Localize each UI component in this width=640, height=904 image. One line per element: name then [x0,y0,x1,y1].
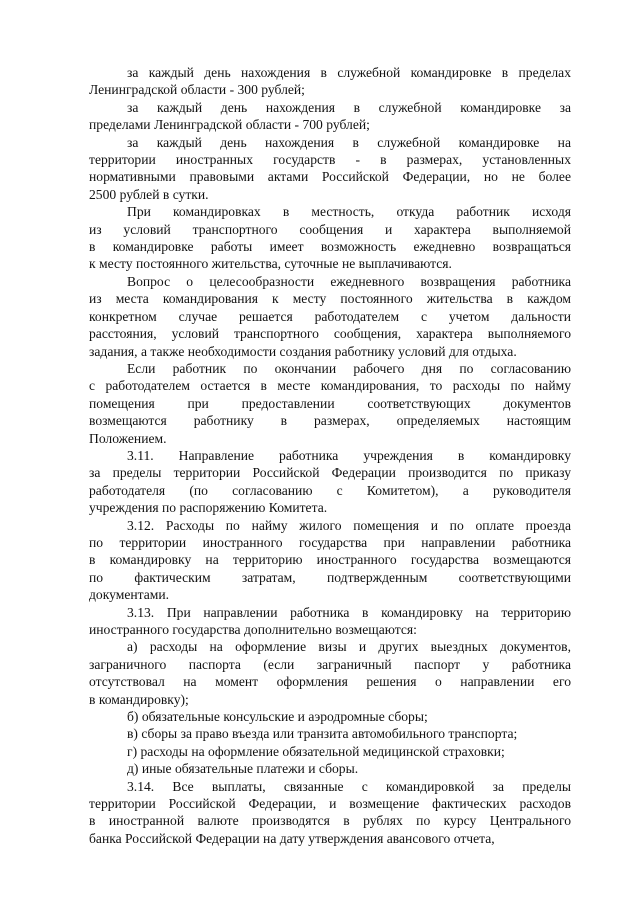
text-line: 3.14. Все выплаты, связанные с командировкой за пределы [127,778,571,794]
text-line: в командировку на территорию иностранного государства возмещаются [89,552,571,568]
text-line: в иностранной валюте производятся в рублях по курсу Центрального [89,813,571,829]
text-line: Положением. [89,430,167,446]
paragraph-p12 [89,725,571,742]
text-line: конкретном случае решается работодателем с учетом дальности [89,308,571,324]
text-line: Ленинградской области - 300 рублей; [89,82,305,98]
paragraph-p11 [89,708,571,725]
text-line: 2500 рублей в сутки. [89,186,209,202]
text-line: При командировках в местность, откуда работник исходя [127,204,571,220]
text-line: Если работник по окончании рабочего дня по согласованию [127,360,571,376]
text-line: заграничного паспорта (если заграничный паспорт у работника [89,656,571,672]
text-line: из места командирования к месту постоянного жительства в каждом [89,291,571,307]
text-line: за каждый день нахождения в служебной командировке на [127,134,571,150]
paragraph-p3 [89,134,571,204]
text-line: по территории иностранного государства при направлении работника [89,534,571,550]
paragraph-p2 [89,99,571,134]
paragraph-p9 [89,604,571,639]
text-line: из условий транспортного сообщения и характера выполняемой [89,221,571,237]
paragraph-p8 [89,517,571,604]
text-line: задания, а также необходимости создания работнику условий для отдыха. [89,343,517,359]
text-line: г) расходы на оформление обязательной медицинской страховки; [127,743,505,759]
text-line: по фактическим затратам, подтвержденным соответствующими [89,569,571,585]
text-line: в командировке работы имеет возможность ежедневно возвращаться [89,239,571,255]
text-line: б) обязательные консульские и аэродромные сборы; [127,709,428,725]
paragraph-p6 [89,360,571,447]
text-line: территории иностранных государств - в размерах, установленных [89,152,571,168]
paragraph-p4 [89,203,571,273]
text-line: документами. [89,587,170,603]
document-page [89,64,571,847]
text-line: д) иные обязательные платежи и сборы. [127,761,359,777]
text-line: нормативными правовыми актами Российской Федерации, но не более [89,169,571,185]
paragraph-p14 [89,760,571,777]
paragraph-p5 [89,273,571,360]
text-line: территории Российской Федерации, и возмещение фактических расходов [89,796,571,812]
paragraph-p10 [89,638,571,708]
paragraph-p1 [89,64,571,99]
text-line: 3.13. При направлении работника в командировку на территорию [127,604,571,620]
text-line: к месту постоянного жительства, суточные не выплачиваются. [89,256,452,272]
paragraph-p7 [89,447,571,517]
text-line: иностранного государства дополнительно возмещаются: [89,622,417,637]
text-line: 3.12. Расходы по найму жилого помещения и по оплате проезда [127,517,571,533]
text-line: возмещаются работнику в размерах, определяемых настоящим [89,413,571,429]
text-line: за каждый день нахождения в служебной командировке за [127,99,571,115]
text-line: банка Российской Федерации на дату утверждения авансового отчета, [89,830,495,846]
text-line: в командировку); [89,691,189,707]
text-line: расстояния, условий транспортного сообщения, характера выполняемого [89,326,571,342]
text-line: 3.11. Направление работника учреждения в командировку [127,447,571,463]
paragraph-p13 [89,743,571,760]
text-line: пределами Ленинградской области - 700 рублей; [89,117,370,133]
text-line: за пределы территории Российской Федерации производится по приказу [89,465,571,481]
text-line: с работодателем остается в месте командирования, то расходы по найму [89,378,571,394]
text-line: а) расходы на оформление визы и других выездных документов, [127,639,571,655]
text-line: помещения при предоставлении соответствующих документов [89,395,571,411]
text-line: отсутствовал на момент оформления решения о направлении его [89,674,571,690]
text-line: учреждения по распоряжению Комитета. [89,500,328,516]
text-line: Вопрос о целесообразности ежедневного возвращения работника [127,273,571,289]
text-line: за каждый день нахождения в служебной командировке в пределах [127,65,571,80]
paragraph-p15 [89,778,571,848]
text-line: в) сборы за право въезда или транзита автомобильного транспорта; [127,726,518,742]
text-line: работодателя (по согласованию с Комитетом), а руководителя [89,482,571,498]
